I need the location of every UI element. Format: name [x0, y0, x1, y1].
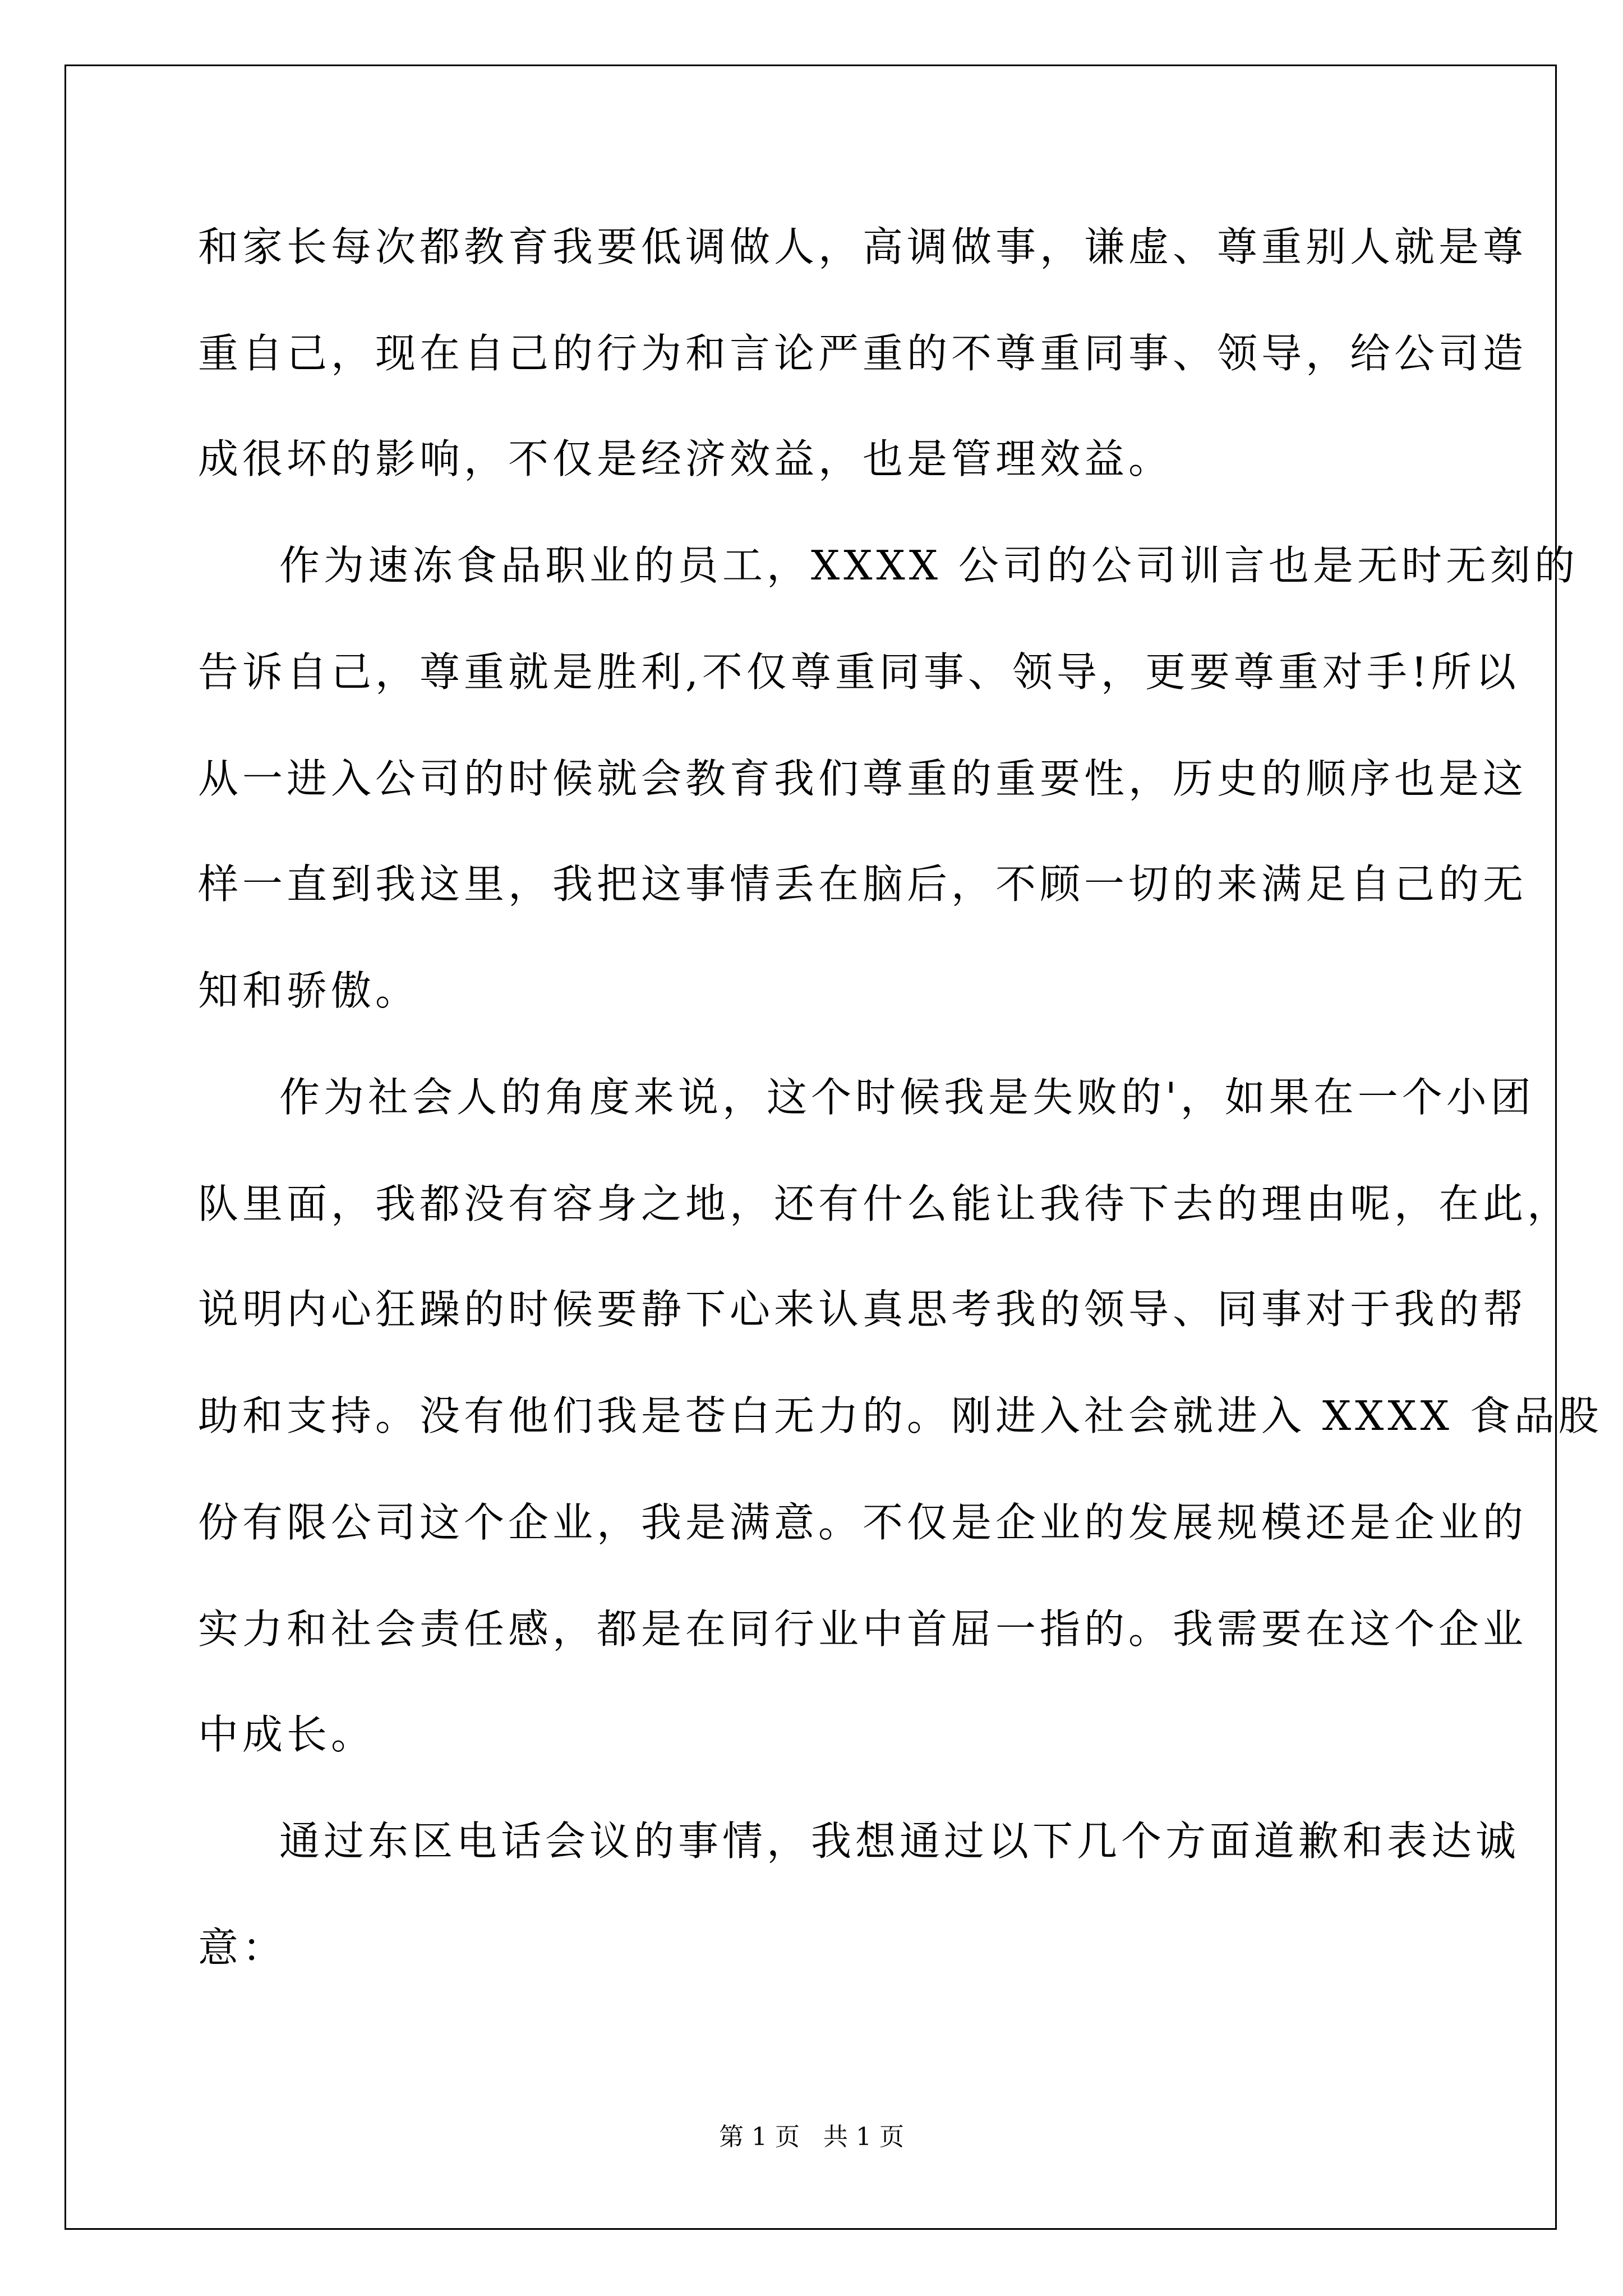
text-line: 队里面，我都没有容身之地，还有什么能让我待下去的理由呢，在此， [198, 1180, 1572, 1227]
text-line: 作为社会人的角度来说，这个时候我是失败的'，如果在一个小团 [279, 1074, 1535, 1121]
page-border [64, 65, 1557, 2230]
text-line: 通过东区电话会议的事情，我想通过以下几个方面道歉和表达诚 [279, 1818, 1520, 1865]
text-line: 样一直到我这里，我把这事情丢在脑后，不顾一切的来满足自己的无 [198, 861, 1528, 908]
text-line: 和家长每次都教育我要低调做人，高调做事，谦虚、尊重别人就是尊 [198, 223, 1528, 270]
text-line: 作为速冻食品职业的员工，XXXX 公司的公司训言也是无时无刻的 [279, 542, 1579, 589]
page-footer: 第 1 页 共 1 页 [719, 2123, 904, 2151]
text-line: 重自己，现在自己的行为和言论严重的不尊重同事、领导，给公司造 [198, 330, 1528, 377]
text-line: 助和支持。没有他们我是苍白无力的。刚进入社会就进入 XXXX 食品股 [198, 1392, 1603, 1439]
text-line: 说明内心狂躁的时候要静下心来认真思考我的领导、同事对于我的帮 [198, 1286, 1528, 1333]
text-line: 份有限公司这个企业，我是满意。不仅是企业的发展规模还是企业的 [198, 1499, 1528, 1546]
text-line: 中成长。 [198, 1711, 376, 1758]
text-line: 意： [198, 1924, 287, 1971]
text-line: 实力和社会责任感，都是在同行业中首屈一指的。我需要在这个企业 [198, 1605, 1528, 1653]
text-line: 告诉自己，尊重就是胜利,不仅尊重同事、领导，更要尊重对手!所以 [198, 648, 1520, 696]
text-line: 知和骄傲。 [198, 967, 420, 1014]
text-line: 从一进入公司的时候就会教育我们尊重的重要性，历史的顺序也是这 [198, 755, 1528, 802]
text-line: 成很坏的影响，不仅是经济效益，也是管理效益。 [198, 435, 1173, 482]
